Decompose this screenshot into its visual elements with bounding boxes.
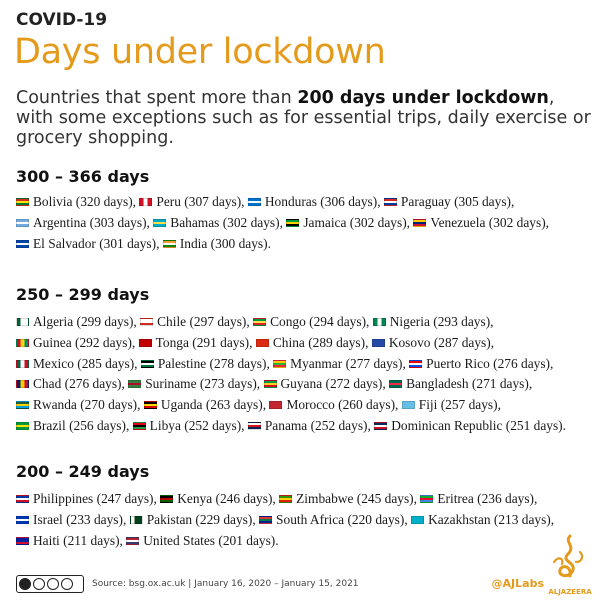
country-item [133, 418, 245, 433]
china-flag-icon [256, 339, 269, 347]
country-item [16, 215, 150, 230]
country-item [16, 236, 159, 251]
country-item [16, 512, 126, 527]
country-item [139, 194, 244, 209]
country-label: Philippines (247 days), [33, 491, 157, 506]
country-item [384, 194, 514, 209]
myanmar-flag-icon [273, 360, 286, 368]
section-heading-250-299: 250 – 299 days [16, 285, 150, 304]
source-text: Source: bsg.ox.ac.uk | January 16, 2020 – January 15, 2021 [92, 579, 359, 589]
nigeria-flag-icon [373, 318, 386, 326]
country-label: Honduras (306 days), [264, 194, 381, 209]
section-heading-200-249: 200 – 249 days [16, 462, 150, 481]
country-label: Libya (252 days), [149, 417, 245, 433]
aljazeera-logo [546, 532, 594, 598]
country-item [16, 314, 137, 329]
country-item [140, 314, 250, 329]
country-list-300-366 [16, 192, 588, 254]
zimbabwe-flag-icon [279, 495, 292, 503]
country-item [16, 491, 157, 506]
country-item [16, 418, 129, 433]
country-label: Panama (252 days), [264, 417, 371, 433]
congo-flag-icon [253, 318, 266, 326]
country-label: Guinea (292 days), [33, 334, 136, 350]
country-label: Pakistan (229 days), [146, 511, 256, 527]
algeria-flag-icon [16, 318, 29, 326]
morocco-flag-icon [269, 401, 282, 409]
philippines-flag-icon [16, 495, 29, 503]
country-label: Myanmar (277 days), [290, 355, 406, 371]
country-item [16, 356, 138, 371]
country-item [256, 335, 369, 350]
country-label: Bolivia (320 days), [33, 194, 137, 209]
country-item [16, 533, 123, 548]
country-label: Congo (294 days), [270, 314, 370, 329]
haiti-flag-icon [16, 537, 29, 545]
guinea-flag-icon [16, 339, 29, 347]
country-item [16, 397, 140, 412]
country-label: Eritrea (236 days), [437, 491, 538, 506]
country-item [269, 397, 398, 412]
bangladesh-flag-icon [389, 380, 402, 388]
palestine-flag-icon [141, 360, 154, 368]
country-list-250-299 [16, 312, 588, 437]
kicker-label: COVID-19 [16, 10, 108, 30]
page-title: Days under lockdown [14, 32, 386, 72]
sa-icon [61, 578, 73, 590]
country-label: El Salvador (301 days), [33, 235, 160, 251]
argentina-flag-icon [16, 219, 29, 227]
india-flag-icon [163, 240, 176, 248]
country-label: Kosovo (287 days), [388, 334, 495, 350]
country-item [279, 491, 417, 506]
panama-flag-icon [248, 422, 261, 430]
country-item [128, 376, 260, 391]
subtitle [16, 88, 591, 148]
country-item [253, 314, 369, 329]
country-label: Mexico (285 days), [33, 355, 138, 371]
country-item [409, 356, 553, 371]
country-label: Rwanda (270 days), [33, 397, 141, 413]
country-label: Bahamas (302 days), [170, 214, 283, 230]
country-label: Fiji (257 days), [418, 397, 501, 413]
country-item [163, 236, 271, 251]
country-label: Peru (307 days), [156, 194, 245, 209]
venezuela-flag-icon [413, 219, 426, 227]
country-item [130, 512, 256, 527]
country-item [16, 335, 135, 350]
rwanda-flag-icon [16, 401, 29, 409]
country-label: South Africa (220 days), [276, 511, 408, 527]
country-label: Suriname (273 days), [145, 376, 261, 392]
country-item [413, 215, 549, 230]
country-label: Morocco (260 days), [286, 397, 399, 413]
bolivia-flag-icon [16, 198, 29, 206]
country-label: United States (201 days). [143, 532, 279, 548]
country-label: Brazil (256 days), [33, 417, 130, 433]
pakistan-flag-icon [130, 516, 143, 524]
kenya-flag-icon [160, 495, 173, 503]
country-label: India (300 days). [179, 235, 271, 251]
country-label: Paraguay (305 days), [400, 194, 515, 209]
jamaica-flag-icon [286, 219, 299, 227]
country-item [374, 418, 566, 433]
section-heading-300-366: 300 – 366 days [16, 167, 150, 186]
country-label: Uganda (263 days), [160, 397, 267, 413]
south-africa-flag-icon [259, 516, 272, 524]
country-item [153, 215, 283, 230]
country-item [16, 376, 125, 391]
country-label: Algeria (299 days), [33, 314, 137, 329]
israel-flag-icon [16, 516, 29, 524]
kosovo-flag-icon [372, 339, 385, 347]
country-label: Bangladesh (271 days), [406, 376, 533, 392]
country-label: Palestine (278 days), [157, 355, 270, 371]
bahamas-flag-icon [153, 219, 166, 227]
country-item [372, 335, 494, 350]
country-label: Guyana (272 days), [280, 376, 386, 392]
country-label: Israel (233 days), [33, 511, 127, 527]
united-states-flag-icon [126, 537, 139, 545]
country-label: Jamaica (302 days), [303, 214, 411, 230]
libya-flag-icon [133, 422, 146, 430]
country-label: Chad (276 days), [33, 376, 125, 392]
country-label: Tonga (291 days), [155, 334, 253, 350]
country-label: China (289 days), [272, 334, 369, 350]
country-item [259, 512, 408, 527]
country-item [248, 194, 381, 209]
aljazeera-wordmark: ALJAZEERA [548, 588, 592, 596]
country-item [160, 491, 276, 506]
country-item [139, 335, 253, 350]
tonga-flag-icon [139, 339, 152, 347]
country-item [402, 397, 501, 412]
country-item [16, 194, 136, 209]
country-label: Kenya (246 days), [177, 491, 276, 506]
chile-flag-icon [140, 318, 153, 326]
subtitle-bold: 200 days under lockdown [297, 88, 549, 108]
country-item [141, 356, 270, 371]
ajlabs-credit: @AJLabs [491, 577, 544, 590]
guyana-flag-icon [264, 380, 277, 388]
country-item [273, 356, 406, 371]
mexico-flag-icon [16, 360, 29, 368]
country-item [373, 314, 494, 329]
dominican-republic-flag-icon [374, 422, 387, 430]
country-label: Argentina (303 days), [33, 214, 150, 230]
creative-commons-badge [16, 575, 84, 593]
country-label: Venezuela (302 days), [430, 214, 549, 230]
country-item [286, 215, 410, 230]
country-item [420, 491, 537, 506]
peru-flag-icon [139, 198, 152, 206]
country-item [144, 397, 266, 412]
country-item [389, 376, 532, 391]
el-salvador-flag-icon [16, 240, 29, 248]
country-label: Chile (297 days), [157, 314, 250, 329]
honduras-flag-icon [248, 198, 261, 206]
nc-icon [47, 578, 59, 590]
subtitle-post: , with some exceptions such as for essential trips, daily exercise or grocery shopping. [16, 88, 591, 148]
uganda-flag-icon [144, 401, 157, 409]
eritrea-flag-icon [420, 495, 433, 503]
paraguay-flag-icon [384, 198, 397, 206]
country-list-200-249 [16, 489, 588, 551]
footer [0, 573, 602, 597]
country-label: Puerto Rico (276 days), [426, 355, 554, 371]
kazakhstan-flag-icon [411, 516, 424, 524]
brazil-flag-icon [16, 422, 29, 430]
country-label: Haiti (211 days), [33, 532, 123, 548]
suriname-flag-icon [128, 380, 141, 388]
cc-icon [19, 578, 31, 590]
subtitle-pre: Countries that spent more than [16, 88, 298, 108]
country-item [126, 533, 278, 548]
country-item [248, 418, 371, 433]
puerto-rico-flag-icon [409, 360, 422, 368]
chad-flag-icon [16, 380, 29, 388]
country-label: Nigeria (293 days), [389, 314, 494, 329]
country-item [264, 376, 386, 391]
by-icon [33, 578, 45, 590]
fiji-flag-icon [402, 401, 415, 409]
country-label: Zimbabwe (245 days), [296, 491, 417, 506]
country-label: Kazakhstan (213 days), [428, 511, 555, 527]
country-label: Dominican Republic (251 days). [391, 417, 566, 433]
country-item [411, 512, 554, 527]
